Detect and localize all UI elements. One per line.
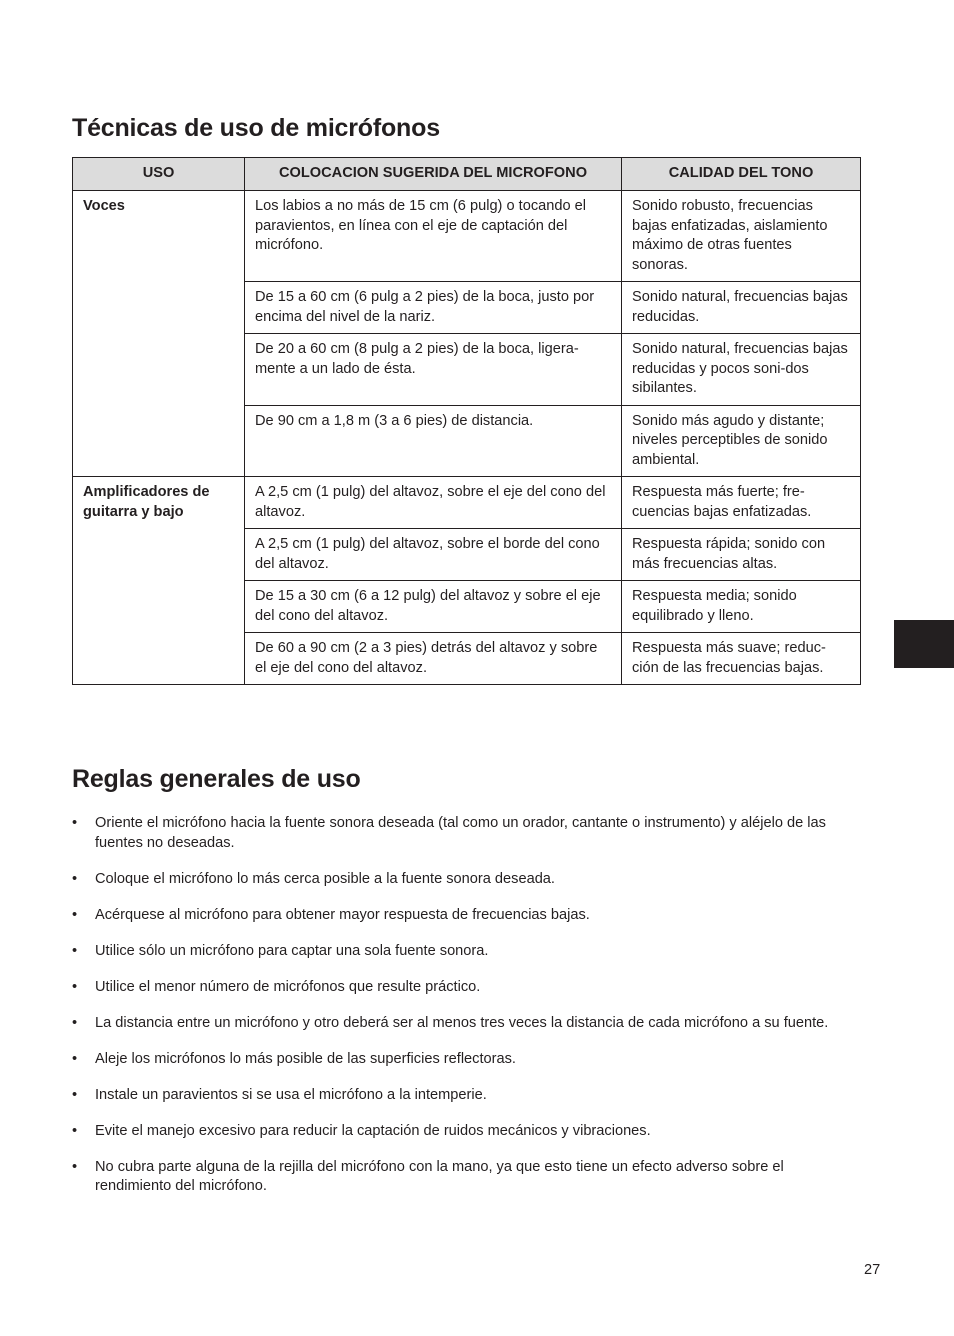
list-item: [72, 870, 862, 890]
placement-cell: Los labios a no más de 15 cm (6 pulg) o tocando el paravientos, en línea con el eje de captación del micrófono.: [245, 191, 622, 282]
list-item-text: No cubra parte alguna de la rejilla del micrófono con la mano, ya que esto tiene un efecto adverso sobre el rendimiento del micrófono.: [95, 1158, 784, 1194]
quality-cell: Respuesta media; sonido equilibrado y lleno.: [622, 581, 861, 633]
microphone-techniques-table: [72, 157, 861, 685]
list-item-text: Acérquese al micrófono para obtener mayor respuesta de frecuencias bajas.: [95, 906, 590, 923]
list-item: [72, 814, 862, 853]
placement-cell: De 90 cm a 1,8 m (3 a 6 pies) de distancia.: [245, 405, 622, 477]
bullet-icon: •: [72, 1014, 78, 1031]
quality-cell: Sonido natural, frecuencias bajas reducidas.: [622, 282, 861, 334]
table-row: [73, 191, 861, 282]
placement-cell: A 2,5 cm (1 pulg) del altavoz, sobre el eje del cono del altavoz.: [245, 477, 622, 529]
list-item-text: Instale un paravientos si se usa el micrófono a la intemperie.: [95, 1086, 487, 1103]
list-item-text: Utilice el menor número de micrófonos que resulte práctico.: [95, 978, 481, 995]
list-item: [72, 1050, 862, 1070]
section-thumb-tab: [894, 620, 954, 668]
quality-cell: Sonido natural, frecuencias bajas reducidas y pocos soni-dos sibilantes.: [622, 334, 861, 406]
placement-cell: De 60 a 90 cm (2 a 3 pies) detrás del altavoz y sobre el eje del cono del altavoz.: [245, 633, 622, 685]
list-item-text: Utilice sólo un micrófono para captar una sola fuente sonora.: [95, 942, 489, 959]
bullet-icon: •: [72, 906, 78, 923]
use-cell-voces: Voces: [73, 191, 245, 477]
list-item: [72, 906, 862, 926]
table-row: [73, 477, 861, 529]
list-item: [72, 1086, 862, 1106]
table-header-row: [73, 158, 861, 191]
general-rules-list: [72, 814, 862, 1213]
quality-cell: Respuesta más suave; reduc-ción de las frecuencias bajas.: [622, 633, 861, 685]
placement-cell: De 20 a 60 cm (8 pulg a 2 pies) de la boca, ligera-mente a un lado de ésta.: [245, 334, 622, 406]
placement-cell: A 2,5 cm (1 pulg) del altavoz, sobre el borde del cono del altavoz.: [245, 529, 622, 581]
bullet-icon: •: [72, 1122, 78, 1139]
section-title-techniques: Técnicas de uso de micrófonos: [72, 114, 440, 142]
bullet-icon: •: [72, 1050, 78, 1067]
list-item: [72, 1014, 862, 1034]
bullet-icon: •: [72, 1158, 78, 1175]
list-item: [72, 942, 862, 962]
page-number: 27: [864, 1262, 881, 1278]
list-item-text: Evite el manejo excesivo para reducir la captación de ruidos mecánicos y vibraciones.: [95, 1122, 651, 1139]
bullet-icon: •: [72, 870, 78, 887]
use-cell-amplificadores: Amplificadores de guitarra y bajo: [73, 477, 245, 685]
list-item: [72, 1122, 862, 1142]
bullet-icon: •: [72, 942, 78, 959]
placement-cell: De 15 a 60 cm (6 pulg a 2 pies) de la boca, justo por encima del nivel de la nariz.: [245, 282, 622, 334]
placement-cell: De 15 a 30 cm (6 a 12 pulg) del altavoz y sobre el eje del cono del altavoz.: [245, 581, 622, 633]
list-item-text: La distancia entre un micrófono y otro deberá ser al menos tres veces la distancia de cada micrófono a su fuente.: [95, 1014, 829, 1031]
bullet-icon: •: [72, 815, 78, 831]
header-colocacion: COLOCACION SUGERIDA DEL MICROFONO: [245, 158, 622, 191]
header-uso: USO: [73, 158, 245, 191]
bullet-icon: •: [72, 1086, 78, 1103]
quality-cell: Respuesta más fuerte; fre-cuencias bajas enfatizadas.: [622, 477, 861, 529]
header-calidad: CALIDAD DEL TONO: [622, 158, 861, 191]
quality-cell: Respuesta rápida; sonido con más frecuencias altas.: [622, 529, 861, 581]
list-item-text: Coloque el micrófono lo más cerca posible a la fuente sonora deseada.: [95, 870, 555, 887]
list-item: [72, 978, 862, 998]
bullet-icon: •: [72, 978, 78, 995]
list-item-text: Oriente el micrófono hacia la fuente sonora deseada (tal como un orador, cantante o instrumento) y aléjelo de las fuentes no deseadas.: [95, 815, 826, 851]
quality-cell: Sonido más agudo y distante; niveles perceptibles de sonido ambiental.: [622, 405, 861, 477]
section-title-general-rules: Reglas generales de uso: [72, 765, 361, 793]
list-item-text: Aleje los micrófonos lo más posible de las superficies reflectoras.: [95, 1050, 516, 1067]
list-item: [72, 1158, 862, 1197]
quality-cell: Sonido robusto, frecuencias bajas enfatizadas, aislamiento máximo de otras fuentes sonoras.: [622, 191, 861, 282]
